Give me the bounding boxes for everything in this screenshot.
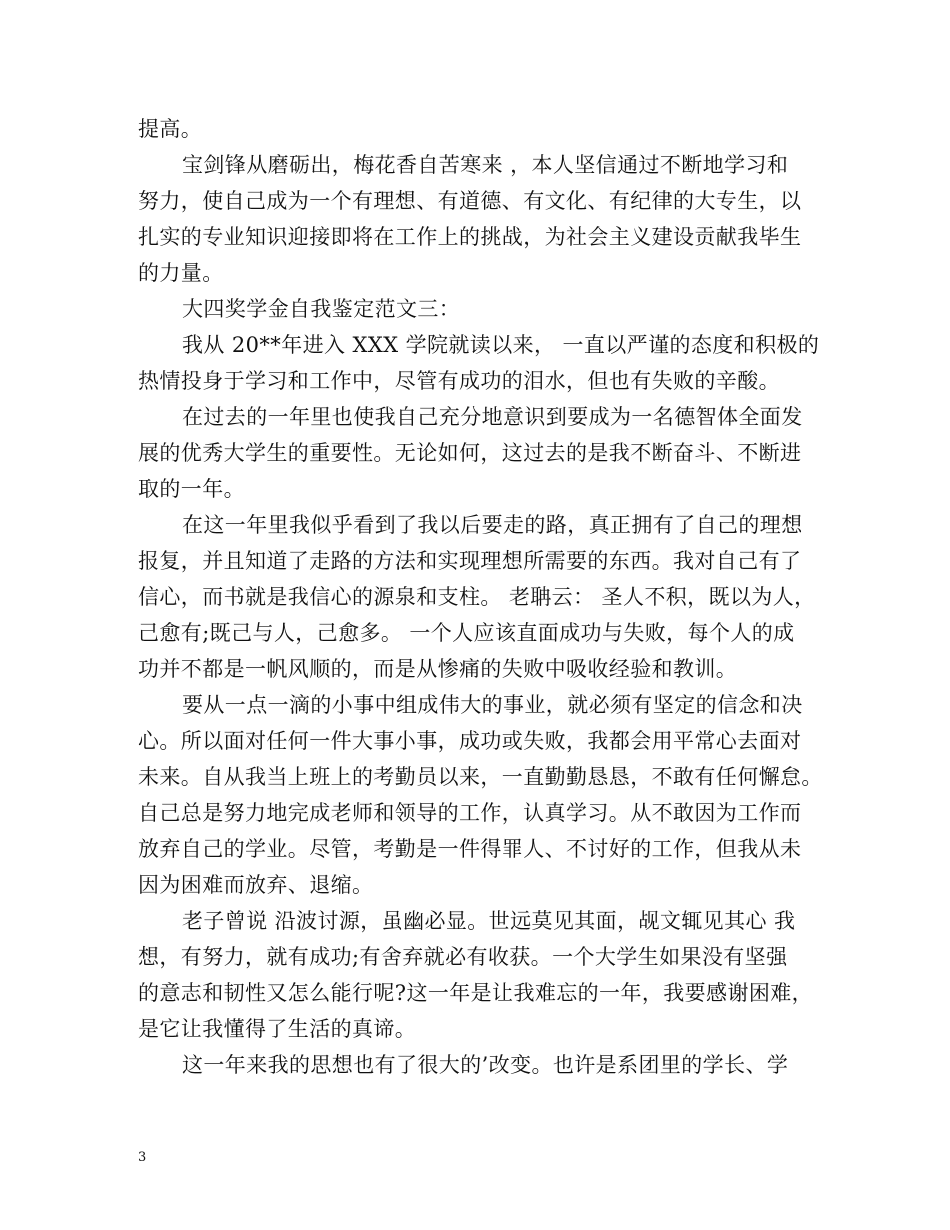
page-number: 3 bbox=[138, 1150, 147, 1165]
text-line: 是它让我懂得了生活的真谛。 bbox=[138, 1017, 417, 1041]
text-line: 放弃自己的学业。尽管，考勤是一件得罪人、不讨好的工作，但我从未 bbox=[138, 837, 802, 861]
text-line: 心。所以面对任何一件大事小事，成功或失败，我都会用平常心去面对 bbox=[138, 729, 802, 753]
text-line: 的力量。 bbox=[138, 261, 224, 285]
text-line: 努力，使自己成为一个有理想、有道德、有文化、有纪律的大专生，以 bbox=[138, 189, 802, 213]
text-line: 取的一年。 bbox=[138, 477, 245, 501]
text-line: 未来。自从我当上班上的考勤员以来，一直勤勤恳恳，不敢有任何懈怠。 bbox=[138, 765, 823, 789]
text-line: 己愈有;既己与人，己愈多。 一个人应该直面成功与失败，每个人的成 bbox=[138, 621, 795, 645]
text-line: 老子曾说 沿波讨源，虽幽必显。世远莫见其面，觇文辄见其心 我 bbox=[182, 909, 796, 933]
text-line: 提高。 bbox=[138, 117, 203, 141]
text-line: 扎实的专业知识迎接即将在工作上的挑战，为社会主义建设贡献我毕生 bbox=[138, 225, 802, 249]
text-line: 在过去的一年里也使我自己充分地意识到要成为一名德智体全面发 bbox=[182, 405, 803, 429]
text-line: 想，有努力，就有成功;有舍弃就必有收获。一个大学生如果没有坚强 bbox=[138, 945, 788, 969]
text-line: 宝剑锋从磨砺出，梅花香自苦寒来 ，本人坚信通过不断地学习和 bbox=[182, 153, 789, 177]
text-line: 在这一年里我似乎看到了我以后要走的路，真正拥有了自己的理想 bbox=[182, 513, 803, 537]
section-heading: 大四奖学金自我鉴定范文三： bbox=[182, 297, 461, 321]
text-line: 热情投身于学习和工作中，尽管有成功的泪水，但也有失败的辛酸。 bbox=[138, 369, 780, 393]
text-line: 自己总是努力地完成老师和领导的工作，认真学习。从不敢因为工作而 bbox=[138, 801, 802, 825]
text-line: 功并不都是一帆风顺的，而是从惨痛的失败中吸收经验和教训。 bbox=[138, 657, 738, 681]
text-line: 要从一点一滴的小事中组成伟大的事业，就必须有坚定的信念和决 bbox=[182, 693, 803, 717]
text-line: 的意志和韧性又怎么能行呢?这一年是让我难忘的一年，我要感谢困难， bbox=[138, 981, 814, 1005]
text-line: 展的优秀大学生的重要性。无论如何，这过去的是我不断奋斗、不断进 bbox=[138, 441, 802, 465]
text-line: 我从 20**年进入 XXX 学院就读以来， 一直以严谨的态度和积极的 bbox=[182, 333, 820, 357]
text-line: 这一年来我的思想也有了很大的’改变。也许是系团里的学长、学 bbox=[182, 1053, 789, 1077]
text-line: 报复，并且知道了走路的方法和实现理想所需要的东西。我对自己有了 bbox=[138, 549, 802, 573]
text-line: 因为困难而放弃、退缩。 bbox=[138, 873, 374, 897]
text-line: 信心，而书就是我信心的源泉和支柱。 老聃云： 圣人不积，既以为人， bbox=[138, 585, 816, 609]
